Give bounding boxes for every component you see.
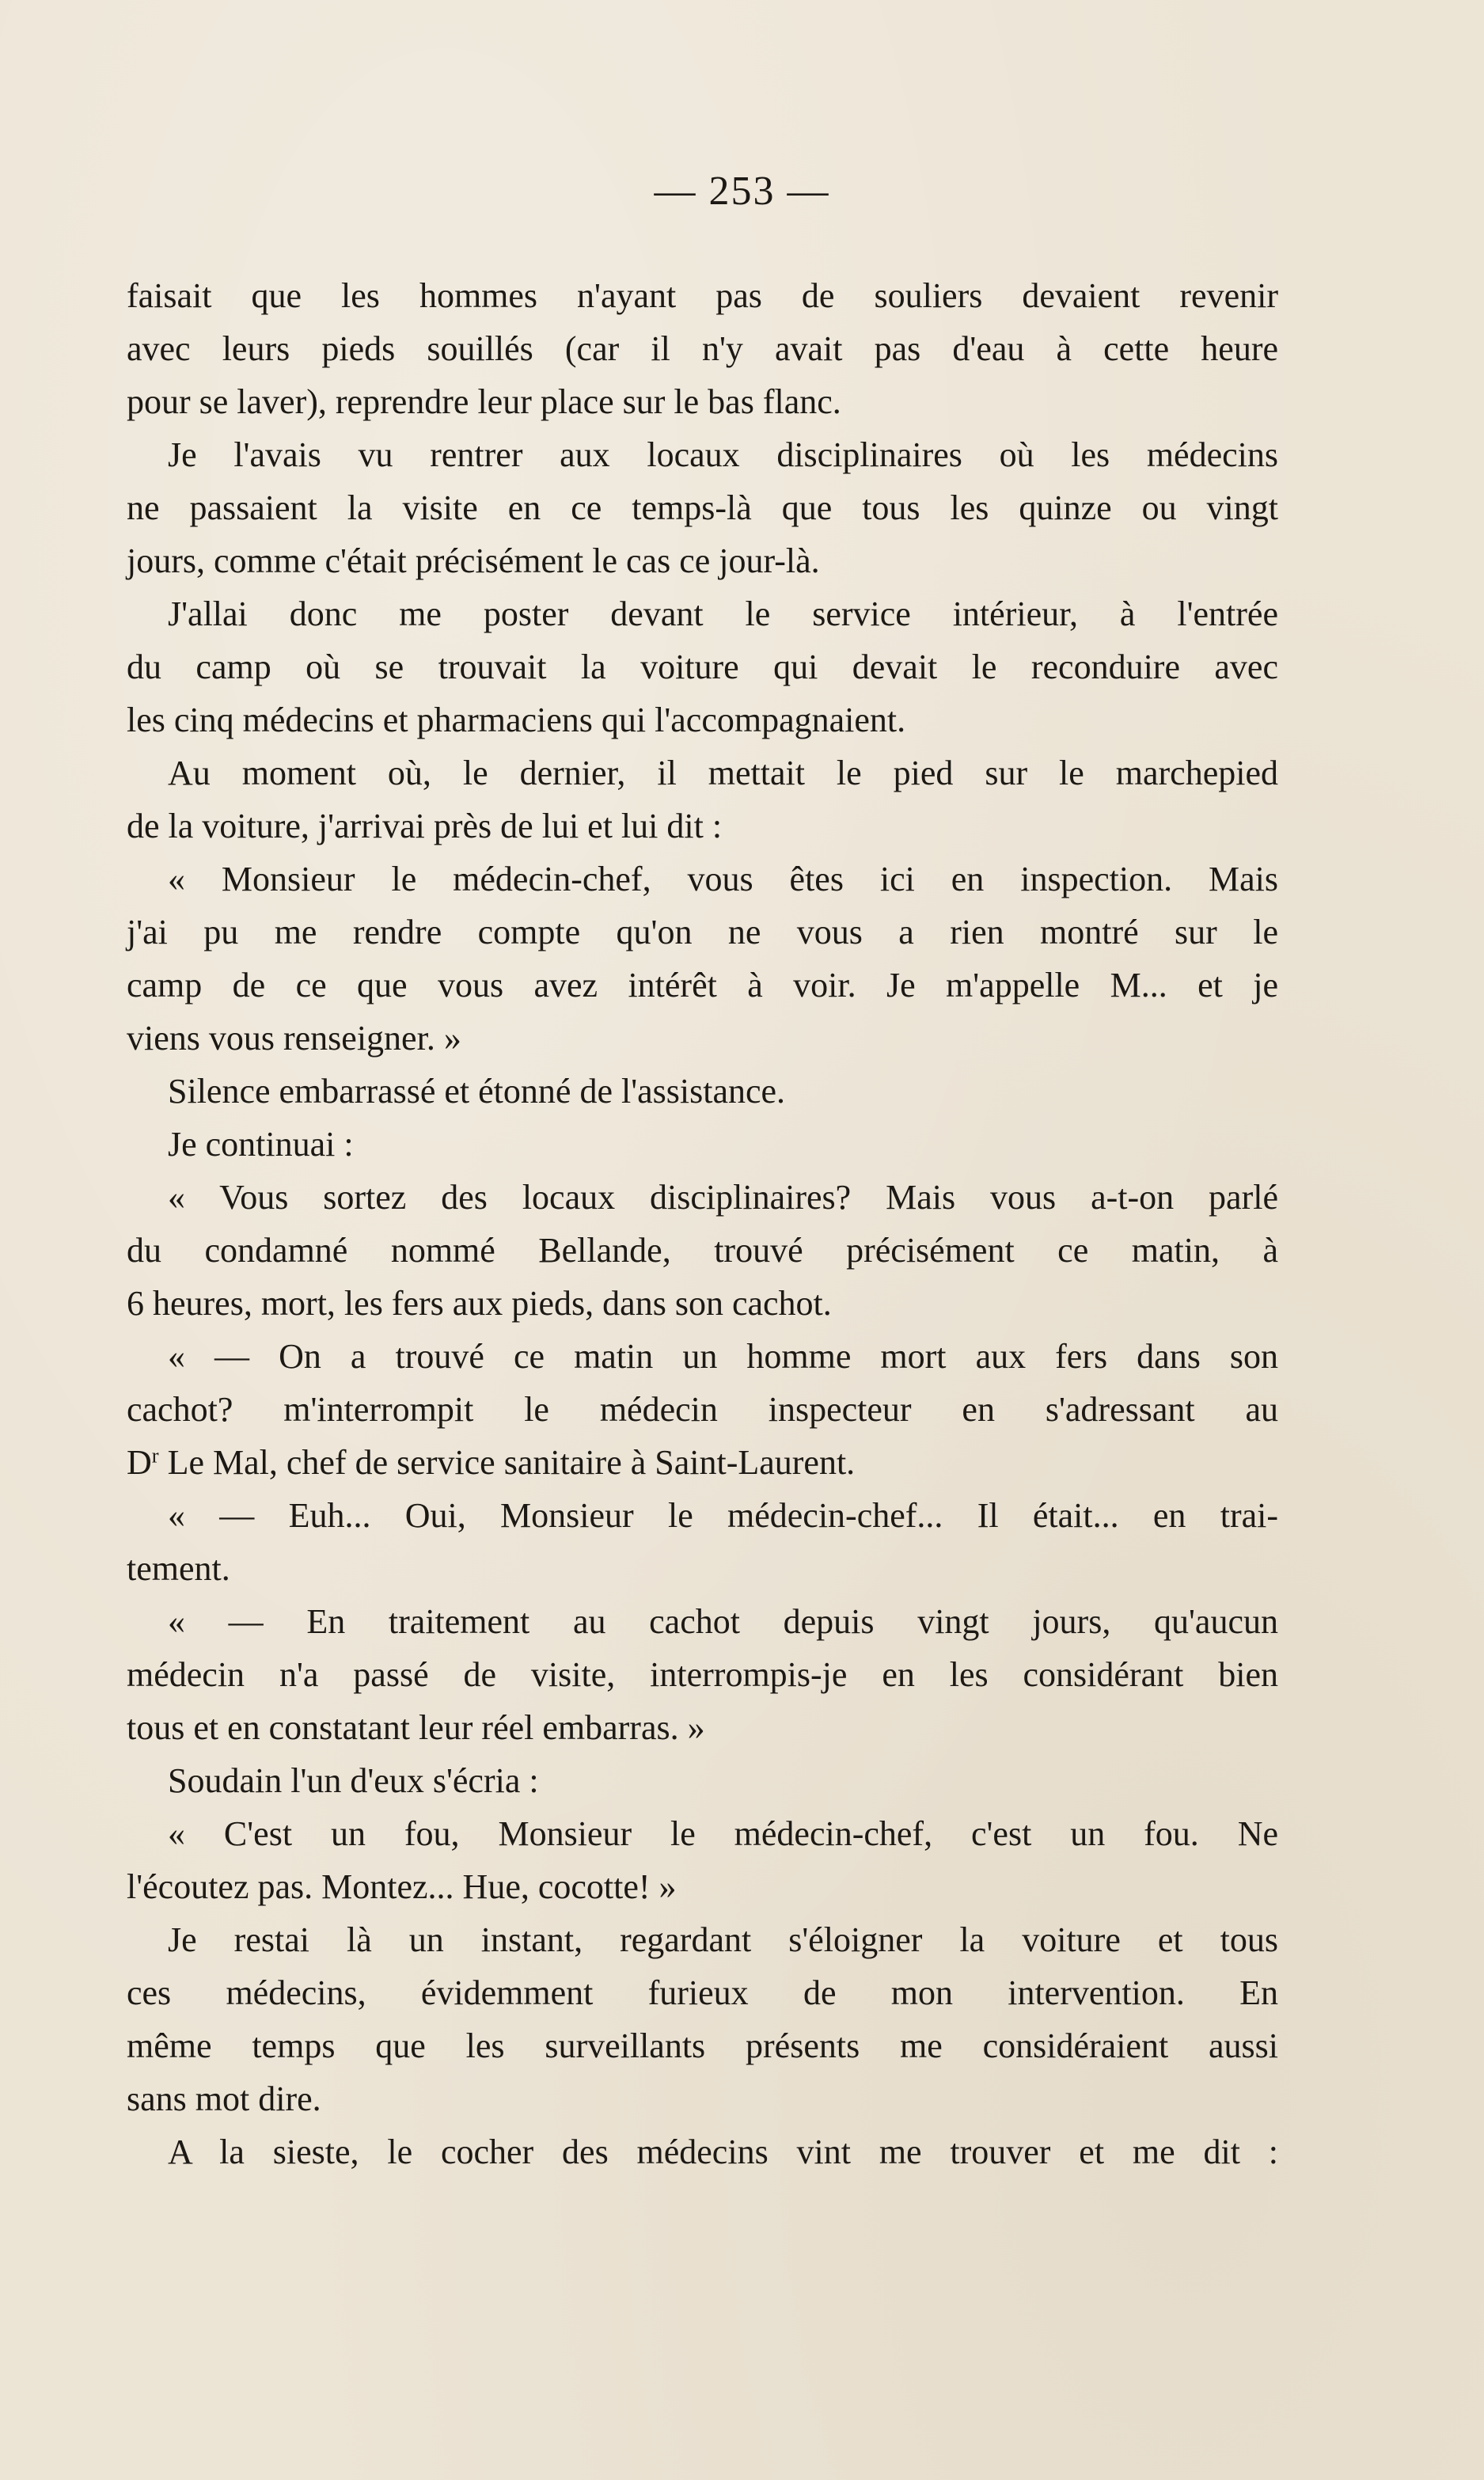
text-line [127, 587, 1278, 640]
line-text: médecin n'a passé de visite, interrompis-je en les considérant bien [127, 1655, 1278, 1694]
text-line [127, 1012, 1278, 1065]
text-line [127, 534, 1278, 587]
line-text: de la voiture, j'arrivai près de lui et lui dit : [127, 807, 723, 845]
text-line [127, 1065, 1278, 1118]
text-line [127, 1118, 1278, 1171]
text-line [127, 1171, 1278, 1224]
text-line [127, 1754, 1278, 1807]
text-line [127, 2072, 1278, 2125]
text-line [127, 853, 1278, 906]
text-line [127, 2125, 1278, 2178]
line-text: « — En traitement au cachot depuis vingt jours, qu'aucun [168, 1602, 1278, 1641]
line-text: faisait que les hommes n'ayant pas de souliers devaient revenir [127, 276, 1278, 315]
body-text [127, 269, 1278, 2178]
text-line [127, 375, 1278, 428]
line-text: Je l'avais vu rentrer aux locaux disciplinaires où les médecins [168, 435, 1278, 474]
line-text: sans mot dire. [127, 2079, 321, 2118]
line-text: avec leurs pieds souillés (car il n'y avait pas d'eau à cette heure [127, 329, 1278, 368]
line-text: même temps que les surveillants présents me considéraient aussi [127, 2026, 1278, 2065]
page-number: — 253 — [654, 169, 830, 214]
line-text: Au moment où, le dernier, il mettait le pied sur le marchepied [168, 754, 1278, 792]
text-line [127, 1966, 1278, 2019]
text-line [127, 1860, 1278, 1913]
text-line [127, 1913, 1278, 1966]
line-text: pour se laver), reprendre leur place sur le bas flanc. [127, 382, 841, 421]
text-line [127, 322, 1278, 375]
line-text: du condamné nommé Bellande, trouvé précisément ce matin, à [127, 1231, 1278, 1270]
line-text: camp de ce que vous avez intérêt à voir. Je m'appelle M... et je [127, 966, 1278, 1005]
text-line [127, 1648, 1278, 1701]
text-line [127, 428, 1278, 481]
line-text: j'ai pu me rendre compte qu'on ne vous a rien montré sur le [127, 913, 1278, 951]
text-line [127, 1595, 1278, 1648]
line-text: « Monsieur le médecin-chef, vous êtes ici en inspection. Mais [168, 860, 1278, 898]
text-line [127, 1383, 1278, 1436]
text-line [127, 959, 1278, 1012]
text-line [127, 640, 1278, 693]
line-text: Silence embarrassé et étonné de l'assistance. [168, 1072, 786, 1111]
text-line [127, 1489, 1278, 1542]
line-text: ne passaient la visite en ce temps-là que tous les quinze ou vingt [127, 488, 1278, 527]
line-text: Le Mal, chef de service sanitaire à Saint-Laurent. [167, 1443, 856, 1482]
line-text: jours, comme c'était précisément le cas ce jour-là. [127, 541, 820, 580]
line-text: du camp où se trouvait la voiture qui devait le reconduire avec [127, 648, 1278, 686]
line-text: « Vous sortez des locaux disciplinaires? Mais vous a-t-on parlé [168, 1178, 1278, 1217]
line-text: 6 heures, mort, les fers aux pieds, dans son cachot. [127, 1284, 832, 1323]
line-text: Soudain l'un d'eux s'écria : [168, 1761, 539, 1800]
text-line [127, 693, 1278, 746]
text-line [127, 1701, 1278, 1754]
text-line [127, 1277, 1278, 1330]
line-text: cachot? m'interrompit le médecin inspecteur en s'adressant au [127, 1390, 1278, 1429]
text-line [127, 2019, 1278, 2072]
line-text: « — On a trouvé ce matin un homme mort aux fers dans son [168, 1337, 1278, 1376]
text-line [127, 269, 1278, 322]
line-text: « C'est un fou, Monsieur le médecin-chef, c'est un fou. Ne [168, 1814, 1278, 1853]
text-line [127, 746, 1278, 799]
text-line [127, 1436, 1278, 1489]
text-line [127, 1542, 1278, 1595]
line-text: tement. [127, 1549, 230, 1588]
line-text: Je restai là un instant, regardant s'éloigner la voiture et tous [168, 1920, 1278, 1959]
line-text: ces médecins, évidemment furieux de mon intervention. En [127, 1973, 1278, 2012]
line-text: viens vous renseigner. » [127, 1019, 461, 1058]
text-line [127, 799, 1278, 853]
line-text: tous et en constatant leur réel embarras. » [127, 1708, 705, 1747]
text-line [127, 906, 1278, 959]
line-text: les cinq médecins et pharmaciens qui l'accompagnaient. [127, 701, 906, 739]
line-text: J'allai donc me poster devant le service intérieur, à l'entrée [168, 594, 1278, 633]
text-line [127, 1807, 1278, 1860]
abbrev-prefix: D [127, 1443, 152, 1482]
text-line [127, 1330, 1278, 1383]
abbrev-superscript: r [151, 1443, 159, 1468]
text-line [127, 481, 1278, 534]
line-text: A la sieste, le cocher des médecins vint me trouver et me dit : [168, 2132, 1278, 2171]
text-line [127, 1224, 1278, 1277]
line-text: l'écoutez pas. Montez... Hue, cocotte! » [127, 1867, 677, 1906]
line-text: Je continuai : [168, 1125, 354, 1164]
line-text: « — Euh... Oui, Monsieur le médecin-chef... Il était... en trai- [168, 1496, 1278, 1535]
